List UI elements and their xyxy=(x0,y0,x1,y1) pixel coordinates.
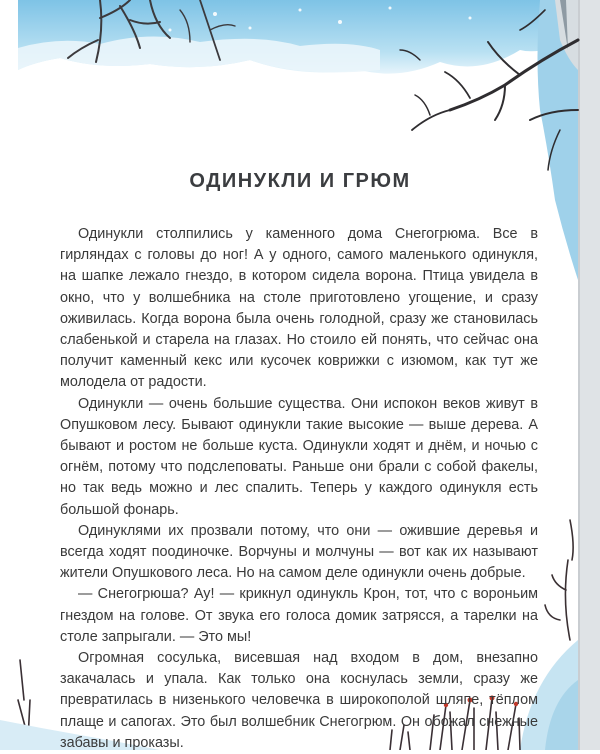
paragraph: Одинукли столпились у каменного дома Снегогрюма. Все в гирляндах с головы до ног! А у одного, самого маленького одинукля, на шапке лежало гнездо, в котором сидела ворона. Птица увидела в окно, что у волшебника на столе приготовлено угощение, и сразу оживилась. Когда ворона была очень голодной, сразу же становилась слабенькой и старела на глазах. Но стоило ей понять, что сейчас она получит каменный кекс или кусочек коврижки с изюмом, как тут же молодела от радости. xyxy=(60,224,538,394)
paragraph: — Снегогрюша? Ау! — крикнул одинукль Крон, тот, что с вороньим гнездом на голове. От звука его голоса домик затрясся, а тарелки на столе запрыгали. — Это мы! xyxy=(60,584,538,648)
paragraph: Огромная сосулька, висевшая над входом в дом, внезапно закачалась и упала. Как только она коснулась земли, сразу же превратилась в низенького человечка в широкополой шляпе, тёплом плаще и сапогах. Это был волшебник Снегогрюм. Он обожал снежные забавы и проказы. xyxy=(60,648,538,754)
paragraph: Одинуклями их прозвали потому, что они — ожившие деревья и всегда ходят поодиночке. Ворчуны и молчуны — вот как их называют жители Опушкового леса. Но на самом деле одинукли очень добрые. xyxy=(60,521,538,585)
page-title: ОДИНУКЛИ И ГРЮМ xyxy=(0,170,600,193)
story-text xyxy=(60,224,538,754)
paragraph: Одинукли — очень большие существа. Они испокон веков живут в Опушковом лесу. Бывают одинукли такие высокие — выше дерева. А бывают и ростом не больше куста. Одинукли ходят и днём, и ночью с огнём, потому что подслеповаты. Раньше они брали с собой факелы, но так ведь можно и лес спалить. Теперь у каждого одинукля есть большой фонарь. xyxy=(60,394,538,521)
